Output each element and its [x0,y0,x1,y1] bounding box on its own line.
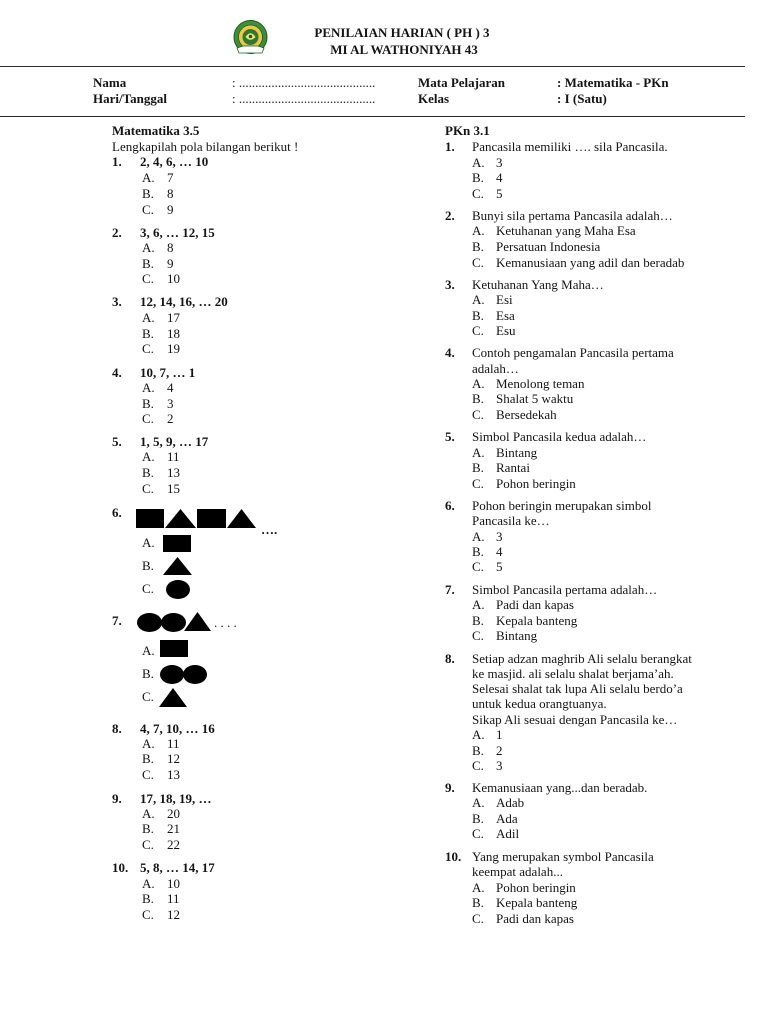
question-text: Simbol Pancasila pertama adalah… [472,582,658,597]
option-letter: A. [472,155,485,170]
pattern-circle-shape [137,613,162,632]
triangle-shape [184,612,211,631]
option-text: 21 [167,821,180,836]
option-text: 15 [167,481,180,496]
option-text: Bintang [496,445,538,460]
option-text: 11 [167,449,180,464]
option-letter: B. [472,308,484,323]
option-letter: A. [142,535,155,550]
option-text: 1 [496,727,503,742]
option-triangle-shape [159,688,187,707]
option-letter: B. [142,558,154,573]
pattern-square-shape [136,509,164,528]
question-text: 10, 7, … 1 [140,365,196,380]
option-letter: B. [142,891,154,906]
math-instruction: Lengkapilah pola bilangan berikut ! [112,139,299,154]
pattern-ellipsis: …. [261,522,278,537]
option-text: Kepala banteng [496,613,578,628]
option-letter: A. [142,170,155,185]
pattern-ellipsis: . . . . [214,615,237,630]
question-number: 2. [445,208,455,223]
option-b [142,891,180,907]
option-letter: C. [142,202,154,217]
question-number: 10. [445,849,462,864]
option-letter: C. [142,907,154,922]
question-number: 6. [112,505,122,520]
question-text: 1, 5, 9, … 17 [140,434,209,449]
question-number: 1. [445,139,455,154]
option-text: Rantai [496,460,530,475]
option-square-shape [163,535,191,552]
option-text: 11 [167,736,180,751]
question-number: 9. [445,780,455,795]
option-b [472,308,515,324]
option-text: 4 [167,380,174,395]
pkn-question [445,208,673,224]
option-letter: A. [142,643,155,658]
option-b [472,811,518,827]
option-letter: A. [472,880,485,895]
option-text: 3 [496,758,503,773]
option-text: 22 [167,837,180,852]
option-letter: B. [472,391,484,406]
question-number: 7. [112,613,122,628]
question-number: 4. [445,345,455,360]
pkn-question [445,277,604,293]
question-number: 10. [112,860,129,875]
option-text: 2 [167,411,174,426]
option-a [472,223,636,239]
option-square-shape [160,640,188,657]
option-letter: B. [142,666,154,681]
pkn-question [445,849,654,865]
circle-shape [137,613,162,632]
option-text: 8 [167,186,174,201]
square-shape [160,640,188,657]
question-number: 9. [112,791,122,806]
option-letter: C. [142,581,154,596]
option-b [472,743,503,759]
pattern-triangle-shape [184,612,211,631]
option-letter: A. [142,736,155,751]
option-letter: A. [142,449,155,464]
question-text: 12, 14, 16, … 20 [140,294,228,309]
option-c [142,767,180,783]
option-text: Adil [496,826,520,841]
option-a [142,170,174,186]
option-text: Kemanusiaan yang adil dan beradab [496,255,685,270]
question-number: 6. [445,498,455,513]
option-c [142,481,180,497]
question-number: 3. [445,277,455,292]
circle-shape [166,580,190,599]
option-text: Esi [496,292,513,307]
option-text: 4 [496,544,503,559]
option-letter: C. [472,323,484,338]
option-letter: C. [142,481,154,496]
option-text: Pohon beringin [496,880,576,895]
math-question [112,434,208,450]
option-c [472,476,576,492]
option-text: Bintang [496,628,538,643]
question-text-continued: keempat adalah... [472,864,563,879]
option-letter: A. [472,223,485,238]
pkn-question [445,582,657,598]
option-c [142,271,180,287]
option-b [142,186,174,202]
question-text: Pancasila memiliki …. sila Pancasila. [472,139,668,154]
square-shape [163,535,191,552]
option-letter: B. [472,460,484,475]
pkn-question [445,780,647,796]
option-letter: B. [472,811,484,826]
question-text: 17, 18, 19, … [140,791,212,806]
question-number: 8. [445,651,455,666]
option-letter: A. [472,445,485,460]
option-text: 12 [167,751,180,766]
option-text: 9 [167,256,174,271]
option-a [142,449,180,465]
option-letter: B. [472,613,484,628]
option-letter: A. [142,310,155,325]
option-letter: C. [472,476,484,491]
option-b [472,170,503,186]
option-letter: C. [472,255,484,270]
circle-shape [183,665,207,684]
question-number: 7. [445,582,455,597]
option-text: Persatuan Indonesia [496,239,601,254]
option-text: 7 [167,170,174,185]
option-letter: B. [142,465,154,480]
header-divider-bottom [0,116,745,117]
question-text: Yang merupakan symbol Pancasila [472,849,654,864]
option-b [142,821,180,837]
class-value: : I (Satu) [557,91,607,106]
circle-shape [160,665,184,684]
option-circle-shape [183,665,207,684]
question-number: 3. [112,294,122,309]
option-a [472,155,503,171]
option-letter: B. [472,895,484,910]
question-number: 4. [112,365,122,380]
option-text: 3 [496,529,503,544]
option-text: Menolong teman [496,376,585,391]
question-number: 5. [445,429,455,444]
pkn-question [445,498,651,514]
option-letter: A. [142,876,155,891]
question-text: 3, 6, … 12, 15 [140,225,215,240]
school-name: MI AL WATHONIYAH 43 [330,42,478,57]
option-letter: B. [472,170,484,185]
option-text: 2 [496,743,503,758]
option-a [142,310,180,326]
pattern-triangle-shape [165,509,196,528]
option-c [472,323,516,339]
option-circle-shape [166,580,190,599]
option-text: 11 [167,891,180,906]
option-c [142,341,180,357]
option-text: 10 [167,876,180,891]
option-c [142,837,180,853]
pattern-triangle-shape [227,509,256,528]
option-letter: B. [472,239,484,254]
option-triangle-shape [163,557,192,575]
option-c [472,407,557,423]
option-a [472,727,503,743]
option-letter: A. [472,376,485,391]
question-number: 5. [112,434,122,449]
option-b [472,544,503,560]
square-shape [136,509,164,528]
option-text: Adab [496,795,525,810]
option-letter: B. [142,751,154,766]
option-text: 5 [496,559,503,574]
option-c [472,628,537,644]
option-text: 13 [167,767,180,782]
option-letter: C. [472,407,484,422]
option-letter: C. [142,767,154,782]
option-text: Esa [496,308,515,323]
option-b [142,256,174,272]
option-letter: A. [472,529,485,544]
question-text: Setiap adzan maghrib Ali selalu berangkat [472,651,692,666]
option-text: 9 [167,202,174,217]
pkn-question [445,651,692,667]
pkn-question [445,429,646,445]
option-text: Ada [496,811,518,826]
option-letter: C. [472,559,484,574]
option-c [142,202,174,218]
option-text: 17 [167,310,180,325]
triangle-shape [159,688,187,707]
option-b [142,326,180,342]
question-text-continued: Pancasila ke… [472,513,550,528]
option-letter: B. [142,256,154,271]
option-letter: C. [142,271,154,286]
option-text: Ketuhanan yang Maha Esa [496,223,636,238]
option-circle-shape [160,665,184,684]
option-a [142,736,180,752]
option-a [472,880,576,896]
option-c [472,911,574,927]
option-a [142,240,174,256]
option-text: 8 [167,240,174,255]
math-question [112,860,215,876]
option-text: Esu [496,323,516,338]
pattern-circle-shape [161,613,186,632]
option-letter: A. [142,240,155,255]
option-c [142,411,174,427]
circle-shape [161,613,186,632]
option-text: Pohon beringin [496,476,576,491]
square-shape [197,509,226,528]
question-text-continued: Sikap Ali sesuai dengan Pancasila ke… [472,712,678,727]
option-a [142,876,180,892]
option-text: Padi dan kapas [496,597,574,612]
question-text: Simbol Pancasila kedua adalah… [472,429,647,444]
pattern-square-shape [197,509,226,528]
triangle-shape [227,509,256,528]
triangle-shape [163,557,192,575]
subject-label: Mata Pelajaran [418,75,506,90]
option-a [142,380,174,396]
option-letter: C. [142,411,154,426]
name-label: Nama [93,75,127,90]
question-text: Contoh pengamalan Pancasila pertama [472,345,674,360]
option-letter: C. [472,826,484,841]
option-a [142,806,180,822]
option-text: 3 [167,396,174,411]
option-letter: A. [472,292,485,307]
option-letter: C. [142,689,154,704]
question-text: Bunyi sila pertama Pancasila adalah… [472,208,673,223]
option-a [472,529,503,545]
option-a [472,597,574,613]
exam-title: PENILAIAN HARIAN ( PH ) 3 [314,25,490,40]
header-divider-top [0,66,745,67]
question-text-continued: untuk kedua orangtuanya. [472,696,607,711]
option-letter: A. [142,806,155,821]
option-letter: B. [142,396,154,411]
option-text: 18 [167,326,180,341]
option-c [472,255,684,271]
option-b [472,391,573,407]
math-question [112,154,208,170]
question-text-continued: ke masjid. ali selalu shalat berjama’ah. [472,666,674,681]
option-b [472,895,577,911]
option-letter: B. [142,326,154,341]
question-text: Ketuhanan Yang Maha… [472,277,604,292]
option-text: 10 [167,271,180,286]
date-blank: : .......................................... [232,91,376,106]
question-text-continued: adalah… [472,361,519,376]
question-number: 8. [112,721,122,736]
option-b [472,239,600,255]
pkn-section-title: PKn 3.1 [445,123,490,138]
option-c [142,907,180,923]
option-text: 19 [167,341,180,356]
option-text: 12 [167,907,180,922]
math-question [112,225,215,241]
option-letter: A. [142,380,155,395]
option-letter: C. [142,341,154,356]
option-a [472,376,584,392]
date-label: Hari/Tanggal [93,91,167,106]
option-letter: B. [142,821,154,836]
math-question [112,721,215,737]
option-letter: A. [472,597,485,612]
option-b [472,613,577,629]
option-text: Bersedekah [496,407,557,422]
question-number: 1. [112,154,122,169]
question-text: Pohon beringin merupakan simbol [472,498,652,513]
triangle-shape [165,509,196,528]
option-letter: C. [472,758,484,773]
option-text: 5 [496,186,503,201]
math-question [112,791,212,807]
option-b [142,465,180,481]
option-letter: C. [472,628,484,643]
option-letter: A. [472,727,485,742]
option-letter: B. [472,544,484,559]
option-letter: A. [472,795,485,810]
option-b [142,751,180,767]
question-text: 4, 7, 10, … 16 [140,721,215,736]
option-a [472,292,513,308]
option-c [472,758,503,774]
math-question [112,294,228,310]
question-text-continued: Selesai shalat tak lupa Ali selalu berdo’a [472,681,683,696]
question-text: 2, 4, 6, … 10 [140,154,209,169]
pkn-question [445,345,674,361]
option-letter: C. [142,837,154,852]
subject-value: : Matematika - PKn [557,75,669,90]
class-label: Kelas [418,91,450,106]
option-b [142,396,174,412]
option-text: Kepala banteng [496,895,578,910]
question-number: 2. [112,225,122,240]
option-text: Shalat 5 waktu [496,391,574,406]
option-text: 3 [496,155,503,170]
option-letter: C. [472,186,484,201]
option-text: Padi dan kapas [496,911,574,926]
math-section-title: Matematika 3.5 [112,123,200,138]
question-text: 5, 8, … 14, 17 [140,860,215,875]
name-blank: : .......................................... [232,75,376,90]
option-text: 13 [167,465,180,480]
option-text: 4 [496,170,503,185]
option-a [472,445,537,461]
option-c [472,826,519,842]
option-b [472,460,530,476]
option-text: 20 [167,806,180,821]
option-letter: B. [472,743,484,758]
option-a [472,795,524,811]
option-letter: B. [142,186,154,201]
question-text: Kemanusiaan yang...dan beradab. [472,780,648,795]
pkn-question [445,139,668,155]
option-letter: C. [472,911,484,926]
option-c [472,186,503,202]
option-c [472,559,503,575]
math-question [112,365,195,381]
